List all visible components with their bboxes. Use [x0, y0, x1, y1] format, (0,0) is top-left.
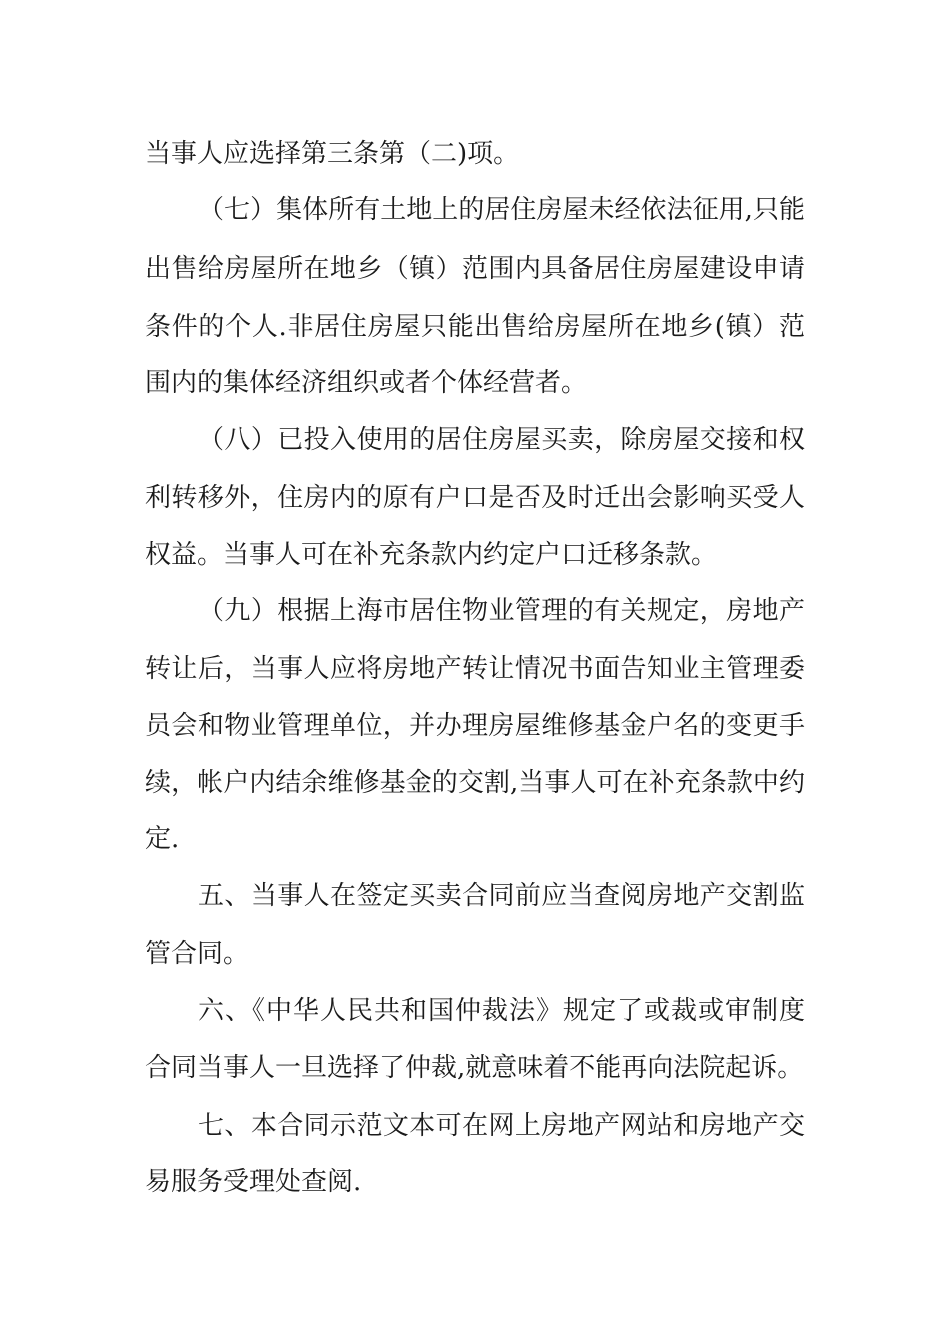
paragraph-line: 围内的集体经济组织或者个体经营者。: [145, 368, 588, 398]
paragraph-line: 出售给房屋所在地乡（镇）范围内具备居住房屋建设申请: [145, 254, 805, 284]
paragraph-line: 员会和物业管理单位，并办理房屋维修基金户名的变更手: [145, 711, 805, 741]
paragraph-line: 五、当事人在签定买卖合同前应当查阅房地产交割监: [198, 881, 805, 911]
paragraph-line: 六、《中华人民共和国仲裁法》规定了或裁或审制度: [198, 996, 805, 1026]
paragraph-line: 权益。当事人可在补充条款内约定户口迁移条款。: [145, 540, 718, 570]
paragraph-line: 转让后，当事人应将房地产转让情况书面告知业主管理委: [145, 654, 805, 684]
paragraph-line: 利转移外，住房内的原有户口是否及时迁出会影响买受人: [145, 483, 805, 513]
paragraph-line: （八）已投入使用的居住房屋买卖，除房屋交接和权: [198, 425, 805, 455]
paragraph-line: 当事人应选择第三条第（二)项。: [145, 139, 520, 169]
paragraph-line: 合同当事人一旦选择了仲裁,就意味着不能再向法院起诉。: [145, 1053, 804, 1083]
paragraph-line: 管合同。: [145, 939, 250, 969]
paragraph-line: （九）根据上海市居住物业管理的有关规定，房地产: [198, 596, 805, 626]
paragraph-line: 续，帐户内结余维修基金的交割,当事人可在补充条款中约: [145, 768, 805, 798]
paragraph-line: （七）集体所有土地上的居住房屋未经依法征用,只能: [198, 195, 805, 225]
paragraph-line: 易服务受理处查阅.: [145, 1167, 362, 1197]
paragraph-line: 条件的个人.非居住房屋只能出售给房屋所在地乡(镇）范: [145, 312, 805, 342]
paragraph-line: 定.: [145, 824, 180, 854]
paragraph-line: 七、本合同示范文本可在网上房地产网站和房地产交: [198, 1111, 805, 1141]
